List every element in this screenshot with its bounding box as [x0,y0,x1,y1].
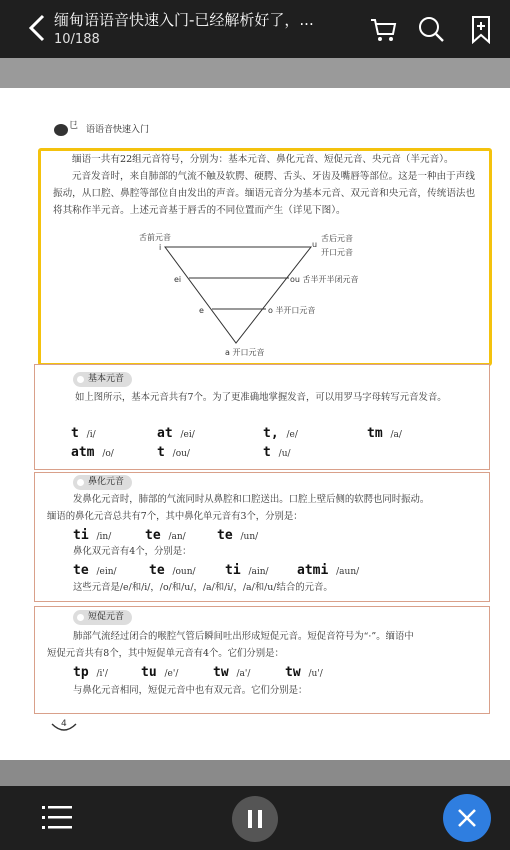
phoneme-transcription: /ain/ [248,567,269,577]
diagram-sym-ei: ei [174,275,182,284]
nasal-text-3: 鼻化双元音有4个，分别是： [73,546,192,557]
phoneme-symbol: tw [285,665,301,680]
phoneme-transcription: /a/ [390,430,402,440]
phoneme [71,445,114,460]
basic-vowels-box [34,364,490,470]
phoneme-symbol: ti [73,528,89,543]
phoneme-symbol: te [73,563,89,578]
section-pill-basic: 基本元音 [73,372,132,387]
intro-paragraph: 缅语一共有22组元音符号，分别为：基本元音、鼻化元音、短促元音、央元音（半元音）。 [72,154,454,165]
phoneme [217,528,258,543]
short-text-2: 短促元音共有8个，其中短促单元音有4个。它们分别是： [47,648,284,659]
phoneme [213,665,250,680]
short-text-1: 肺部气流经过闭合的喉腔气管后瞬间吐出形成短促元音。短促音符号为“·”。缅语中 [73,631,414,642]
phoneme-symbol: tp [73,665,89,680]
phoneme-symbol: te [217,528,233,543]
book-logo-icon [52,118,82,140]
phoneme [145,528,186,543]
diagram-label-tl: 舌前元音 [139,233,171,242]
document-title: 缅甸语语音快速入门-已经解析好了，... [54,11,314,29]
phoneme [71,426,96,441]
phoneme-transcription: /oun/ [172,567,196,577]
phoneme-symbol: t [157,445,165,460]
phoneme-symbol: t [263,445,271,460]
phoneme [157,426,195,441]
phoneme-symbol: te [149,563,165,578]
phoneme-transcription: /ei/ [180,430,195,440]
phoneme-transcription: /ein/ [96,567,117,577]
phoneme [367,426,402,441]
phoneme-symbol: atm [71,445,95,460]
page-number-ornament [50,716,78,734]
section-pill-nasal: 鼻化元音 [73,475,132,490]
phoneme-symbol: tu [141,665,157,680]
nasal-text-2: 缅语的鼻化元音总共有7个，其中鼻化单元音有3个，分别是： [47,511,303,522]
phoneme [297,563,359,578]
phoneme [73,563,117,578]
phoneme-transcription: /aun/ [336,567,360,577]
phoneme [73,528,111,543]
short-vowels-box [34,606,490,714]
phoneme-symbol: atmi [297,563,329,578]
nasal-text-4: 这些元音是/e/和/i/，/o/和/u/，/a/和/i/，/a/和/u/结合的元音。 [73,582,333,593]
phoneme-symbol: tw [213,665,229,680]
phoneme-transcription: /u/ [278,449,291,459]
phoneme-transcription: /e/ [286,430,298,440]
phoneme-symbol: at [157,426,173,441]
intro-highlight-box[interactable] [38,148,492,366]
bookmark-icon[interactable] [466,14,496,44]
page-header: 语语音快速入门 [86,125,150,135]
diagram-label-r2: ou 舌半开半闭元音 [290,275,359,284]
phoneme-symbol: t, [263,426,279,441]
diagram-label-r3: o 半开口元音 [268,306,316,315]
bottom-bar [0,786,510,850]
diagram-sym-u: u [312,240,318,249]
diagram-label-tr2: 开口元音 [321,248,353,257]
phoneme [263,445,291,460]
top-bar [0,0,510,58]
phoneme-symbol: te [145,528,161,543]
page-number: 4 [61,719,67,729]
diagram-sym-e: e [199,306,204,315]
short-text-3: 与鼻化元音相同，短促元音中也有双元音。它们分别是： [73,685,308,696]
phoneme [149,563,196,578]
phoneme [141,665,178,680]
phoneme-transcription: /o/ [102,449,114,459]
back-arrow-icon[interactable] [26,12,48,44]
intro-paragraph: 元音发音时，来自肺部的气流不触及软腭、硬腭、舌头、牙齿及嘴唇等部位。这是一种由于声线振动，从口腔、鼻腔等部位自由发出的声音。缅语元音分为基本元音、双元音和央元音，传统语法也将其称作半元音。上述元音基于唇舌的不同位置而产生（详见下图）。 [53,171,476,216]
diagram-label-bottom: a 开口元音 [225,348,265,357]
diagram-sym-i: i [159,243,162,252]
phoneme-transcription: /i/ [86,430,96,440]
nasal-text-1: 发鼻化元音时，肺部的气流同时从鼻腔和口腔送出。口腔上壁后侧的软腭也同时振动。 [73,494,430,505]
search-icon[interactable] [416,14,446,44]
phoneme [285,665,323,680]
phoneme-transcription: /i'/ [96,669,108,679]
pause-icon[interactable] [231,795,279,843]
menu-list-icon[interactable] [42,804,74,832]
phoneme-transcription: /ou/ [172,449,190,459]
page-gap-bottom [0,760,510,786]
page-indicator: 10/188 [54,32,100,47]
page-gap [0,58,510,88]
section-pill-short: 短促元音 [73,610,132,625]
phoneme-transcription: /an/ [168,532,186,542]
phoneme [225,563,269,578]
phoneme-transcription: /e'/ [164,669,179,679]
phoneme [157,445,190,460]
phoneme [73,665,108,680]
cart-icon[interactable] [368,14,398,44]
phoneme-transcription: /u'/ [308,669,323,679]
phoneme-transcription: /a'/ [236,669,251,679]
phoneme [263,426,298,441]
close-icon[interactable] [442,793,492,843]
phoneme-symbol: ti [225,563,241,578]
phoneme-symbol: t [71,426,79,441]
phoneme-symbol: tm [367,426,383,441]
basic-text: 如上图所示，基本元音共有7个。为了更准确地掌握发音，可以用罗马字母转写元音发音。 [75,392,447,403]
svg-text:㔾: 㔾 [69,121,79,131]
phoneme-transcription: /in/ [96,532,112,542]
phoneme-transcription: /un/ [240,532,259,542]
diagram-label-tr: 舌后元音 [321,234,353,243]
nasal-vowels-box [34,472,490,602]
vowel-diagram [41,151,489,363]
